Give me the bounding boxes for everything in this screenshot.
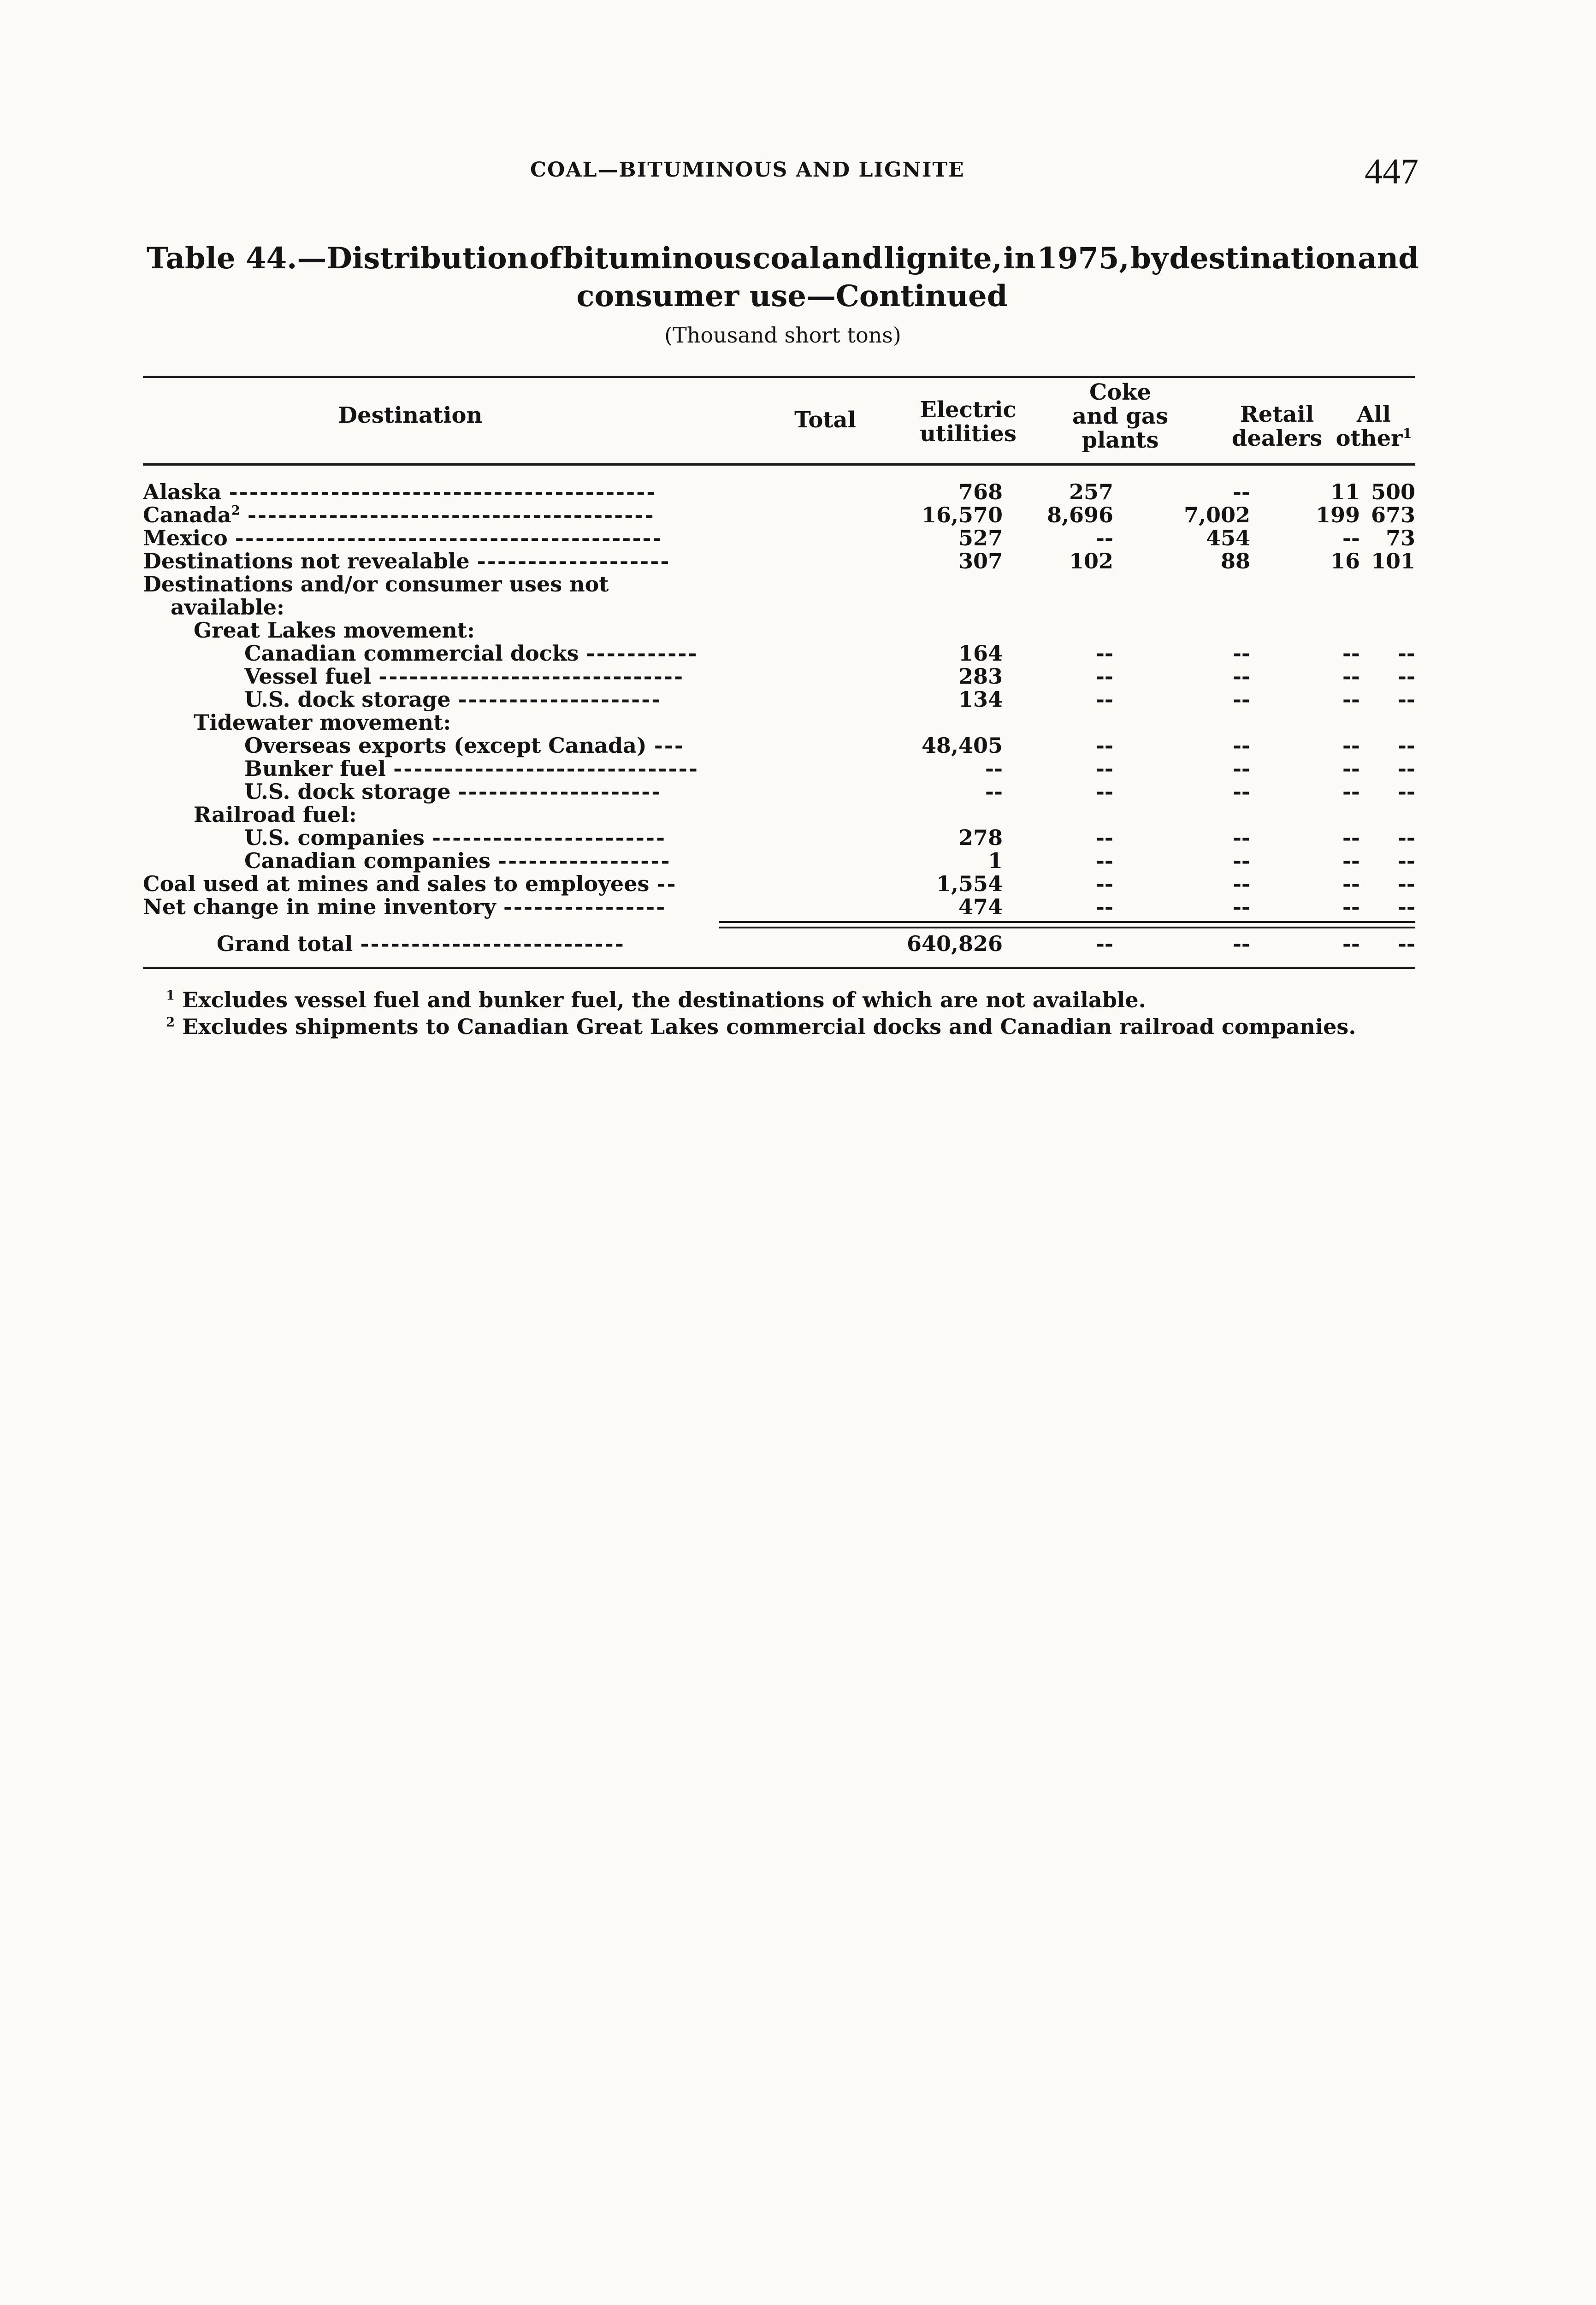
cell-retail: -- [1342, 894, 1360, 919]
cell-total: 474 [958, 894, 1003, 919]
table-title-line-1 [147, 240, 1419, 278]
cell-retail: 16 [1330, 549, 1360, 573]
cell-other: -- [1397, 687, 1415, 712]
bottom-rule [143, 967, 1415, 969]
title-word: destination [1169, 241, 1357, 276]
row-label-text: Coal used at mines and sales to employees [143, 871, 650, 896]
row-label: Net change in mine inventory ---------------- [143, 894, 667, 919]
cell-retail: -- [1342, 931, 1360, 956]
header-destination: Destination [338, 402, 483, 428]
table-row [143, 733, 1415, 756]
table-row [143, 549, 1415, 572]
row-label: Canada$^2$ ---------------------------------------- [143, 502, 655, 527]
cell-total: 48,405 [921, 733, 1003, 758]
header-total: Total [794, 407, 856, 433]
cell-coke: 454 [1206, 526, 1250, 550]
cell-coke: -- [1232, 687, 1250, 712]
row-label-text: U.S. dock storage [244, 687, 451, 712]
cell-other: 673 [1371, 502, 1415, 527]
header-retail-line: dealers [1231, 426, 1323, 451]
cell-other: -- [1397, 733, 1415, 758]
running-head-title: COAL—BITUMINOUS AND LIGNITE [530, 158, 965, 182]
row-label-text: Destinations not revealable [143, 549, 470, 573]
footnote-mark: 1 [1402, 426, 1412, 441]
cell-electric: -- [1095, 733, 1113, 758]
cell-coke: 88 [1220, 549, 1250, 573]
row-label: available: [171, 595, 284, 620]
row-label: Tidewater movement: [194, 710, 451, 735]
row-label: Mexico ------------------------------------------ [143, 526, 663, 550]
header-coke-line: Coke [1089, 379, 1151, 405]
header-other-line: All [1357, 402, 1391, 427]
row-label-text: Grand total [217, 931, 353, 956]
cell-other: -- [1397, 756, 1415, 781]
table-subtitle: (Thousand short tons) [664, 323, 901, 348]
row-label: Overseas exports (except Canada) --- [244, 733, 685, 758]
header-electric-line: utilities [920, 421, 1017, 447]
cell-electric: -- [1095, 871, 1113, 896]
table-row [143, 502, 1415, 526]
row-label: Destinations not revealable ------------------- [143, 549, 671, 573]
header-retail-dealers [1222, 402, 1332, 450]
cell-other: -- [1397, 871, 1415, 896]
row-label: U.S. companies ----------------------- [244, 825, 667, 850]
row-label-text: Bunker fuel [244, 756, 386, 781]
row-label-text: U.S. companies [244, 825, 425, 850]
table-row [143, 526, 1415, 549]
cell-other: 101 [1371, 549, 1415, 573]
header-other-text: other [1336, 426, 1403, 451]
table-row [143, 848, 1415, 871]
cell-electric: -- [1095, 664, 1113, 689]
header-electric-utilities [899, 398, 1037, 446]
header-electric-line: Electric [920, 397, 1017, 423]
row-label: Railroad fuel: [194, 802, 357, 827]
footnote-mark: 2 [166, 1014, 175, 1030]
cell-electric: -- [1095, 756, 1113, 781]
cell-total: 307 [958, 549, 1003, 573]
cell-coke: -- [1232, 641, 1250, 666]
cell-electric: 8,696 [1046, 502, 1113, 527]
row-label-text: Alaska [143, 479, 222, 504]
page-number: 447 [1365, 151, 1419, 191]
row-label-text: Canada [143, 502, 231, 527]
cell-other: -- [1397, 848, 1415, 873]
cell-electric: -- [1095, 779, 1113, 804]
cell-other: 73 [1385, 526, 1415, 550]
table-title-line-2: consumer use—Continued [576, 279, 1008, 313]
footnote [166, 1013, 1356, 1040]
title-word: 1975, [1037, 241, 1129, 276]
cell-total: 1,554 [936, 871, 1003, 896]
total-rule-upper [719, 921, 1415, 923]
table-row [143, 825, 1415, 848]
cell-retail: 199 [1315, 502, 1360, 527]
row-label-text: Canadian commercial docks [244, 641, 579, 666]
row-label: Destinations and/or consumer uses not [143, 572, 609, 597]
row-label: Vessel fuel ------------------------------ [244, 664, 685, 689]
cell-retail: 11 [1330, 479, 1360, 504]
top-rule [143, 376, 1415, 378]
cell-coke: -- [1232, 871, 1250, 896]
table-row [143, 595, 1415, 618]
table-row [143, 802, 1415, 825]
cell-electric: -- [1095, 687, 1113, 712]
cell-retail: -- [1342, 641, 1360, 666]
cell-electric: -- [1095, 526, 1113, 550]
row-label-text: U.S. dock storage [244, 779, 451, 804]
header-coke-line: and gas [1072, 403, 1168, 429]
footnote-text: Excludes vessel fuel and bunker fuel, the destinations of which are not available. [182, 987, 1146, 1012]
header-retail-line: Retail [1240, 402, 1314, 427]
total-rule-lower [719, 927, 1415, 928]
cell-electric: -- [1095, 894, 1113, 919]
title-word: lignite, [884, 241, 1002, 276]
header-rule [143, 463, 1415, 466]
cell-coke: -- [1232, 479, 1250, 504]
table-row [143, 641, 1415, 664]
table-row [143, 664, 1415, 687]
table-row [143, 687, 1415, 710]
cell-total: 1 [987, 848, 1003, 873]
table-title [147, 240, 1419, 315]
cell-total: 768 [958, 479, 1003, 504]
table-row [143, 894, 1415, 917]
cell-coke: -- [1232, 779, 1250, 804]
cell-other: -- [1397, 664, 1415, 689]
cell-total: -- [985, 756, 1003, 781]
header-all-other [1323, 402, 1425, 450]
cell-other: 500 [1371, 479, 1415, 504]
header-other-line [1323, 426, 1425, 450]
footnote-text: Excludes shipments to Canadian Great Lakes commercial docks and Canadian railroad companies. [182, 1014, 1356, 1039]
cell-retail: -- [1342, 848, 1360, 873]
table-row [143, 572, 1415, 595]
cell-retail: -- [1342, 756, 1360, 781]
cell-retail: -- [1342, 733, 1360, 758]
row-label-text: Overseas exports (except Canada) [244, 733, 647, 758]
cell-retail: -- [1342, 664, 1360, 689]
cell-coke: -- [1232, 756, 1250, 781]
table-row [143, 710, 1415, 733]
cell-retail: -- [1342, 871, 1360, 896]
cell-other: -- [1397, 779, 1415, 804]
title-word: of [529, 241, 562, 276]
row-label: Canadian commercial docks ----------- [244, 641, 698, 666]
cell-total: 16,570 [921, 502, 1003, 527]
title-word: in [1003, 241, 1036, 276]
title-word: bituminous [563, 241, 751, 276]
table-row [143, 779, 1415, 802]
cell-total: -- [985, 779, 1003, 804]
row-label-text: Mexico [143, 526, 228, 550]
cell-coke: -- [1232, 931, 1250, 956]
cell-retail: -- [1342, 779, 1360, 804]
cell-retail: -- [1342, 687, 1360, 712]
footnote-mark: 2 [231, 502, 240, 518]
cell-electric: -- [1095, 825, 1113, 850]
title-word: Table 44.—Distribution [147, 241, 529, 276]
cell-coke: -- [1232, 848, 1250, 873]
cell-total: 527 [958, 526, 1003, 550]
row-label: U.S. dock storage -------------------- [244, 779, 662, 804]
row-label-text: Vessel fuel [244, 664, 372, 689]
row-label: Canadian companies ----------------- [244, 848, 671, 873]
row-label-text: Canadian companies [244, 848, 491, 873]
cell-electric: 102 [1069, 549, 1113, 573]
cell-total: 278 [958, 825, 1003, 850]
table-row [143, 756, 1415, 779]
header-coke-line: plants [1082, 427, 1159, 453]
row-label: Bunker fuel ------------------------------ [244, 756, 699, 781]
header-coke-gas-plants [1051, 380, 1189, 452]
cell-coke: -- [1232, 733, 1250, 758]
table-row [143, 479, 1415, 502]
row-label: Coal used at mines and sales to employees -- [143, 871, 677, 896]
cell-total: 640,826 [906, 931, 1003, 956]
cell-other: -- [1397, 641, 1415, 666]
footnote-mark: 1 [166, 987, 175, 1003]
cell-electric: 257 [1069, 479, 1113, 504]
cell-other: -- [1397, 931, 1415, 956]
footnote [166, 987, 1356, 1013]
title-word: coal [752, 241, 821, 276]
title-word: by [1130, 241, 1169, 276]
row-label: U.S. dock storage -------------------- [244, 687, 662, 712]
row-label: Grand total -------------------------- [217, 931, 625, 956]
table-row-grand-total [143, 931, 1415, 954]
cell-coke: -- [1232, 825, 1250, 850]
cell-coke: -- [1232, 894, 1250, 919]
cell-other: -- [1397, 825, 1415, 850]
cell-coke: 7,002 [1183, 502, 1250, 527]
cell-electric: -- [1095, 931, 1113, 956]
cell-total: 164 [958, 641, 1003, 666]
cell-other: -- [1397, 894, 1415, 919]
cell-coke: -- [1232, 664, 1250, 689]
cell-total: 283 [958, 664, 1003, 689]
row-label-text: Net change in mine inventory [143, 894, 496, 919]
title-word: and [1358, 241, 1419, 276]
cell-retail: -- [1342, 526, 1360, 550]
cell-total: 134 [958, 687, 1003, 712]
cell-electric: -- [1095, 848, 1113, 873]
running-head [0, 151, 1596, 191]
row-label: Great Lakes movement: [194, 618, 475, 643]
table-row [143, 618, 1415, 641]
cell-retail: -- [1342, 825, 1360, 850]
cell-electric: -- [1095, 641, 1113, 666]
row-label: Alaska ------------------------------------------ [143, 479, 657, 504]
table-row [143, 871, 1415, 894]
footnotes [166, 987, 1356, 1040]
title-word: and [822, 241, 883, 276]
